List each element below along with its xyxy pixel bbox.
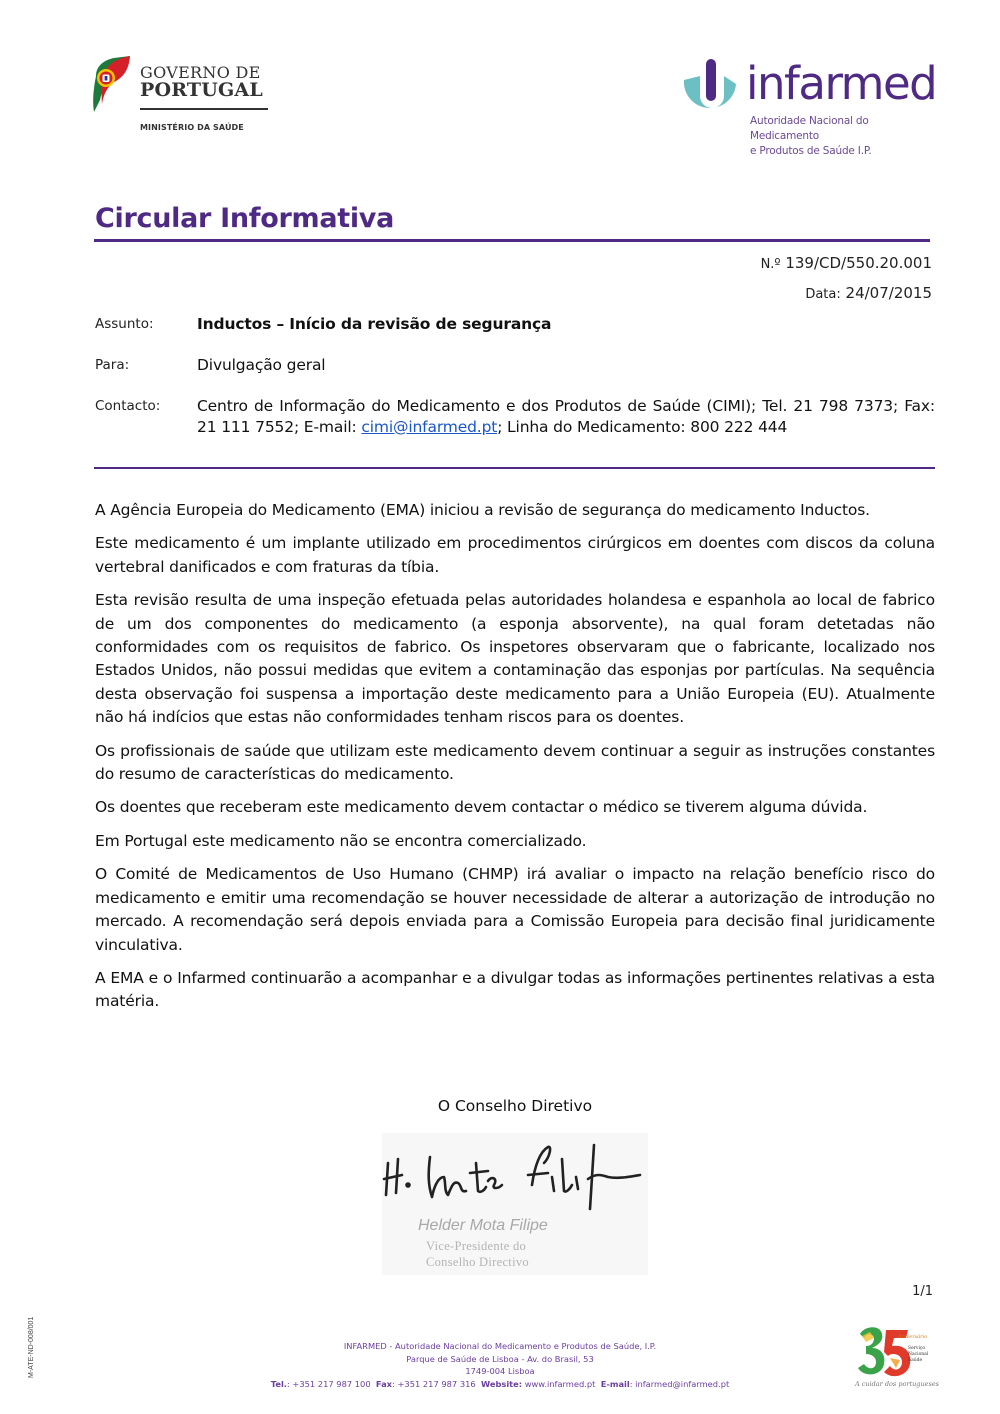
recipient-value: Divulgação geral	[197, 356, 326, 374]
signatory-name: Helder Mota Filipe	[418, 1217, 548, 1234]
anniversary-tagline: A cuidar dos portugueses	[854, 1380, 940, 1388]
footer-tel-label: Tel.	[270, 1378, 287, 1389]
infarmed-wordmark: infarmed	[746, 57, 937, 110]
body-paragraph: Em Portugal este medicamento não se encontra comercializado.	[95, 831, 587, 850]
anniversary-sns-line2: Nacional	[908, 1352, 929, 1357]
document-number-value: 139/CD/550.20.001	[785, 254, 932, 272]
anniversary-sns	[908, 1346, 928, 1364]
footer-email-link[interactable]: : infarmed@infarmed.pt	[629, 1378, 730, 1389]
governo-de-portugal-logo	[92, 56, 272, 138]
signatory-role-line2: Conselho Directivo	[426, 1255, 529, 1269]
document-number	[761, 254, 932, 272]
footer-address	[200, 1340, 800, 1390]
infarmed-logo	[676, 56, 937, 157]
footer-website-label: Website:	[480, 1378, 523, 1389]
footer-contacts	[200, 1378, 800, 1391]
gov-logo-divider	[140, 108, 268, 110]
anniversary-35-icon	[856, 1324, 916, 1380]
contact-label: Contacto:	[95, 398, 161, 414]
anniversary-label: Aniversário	[898, 1334, 928, 1340]
body-paragraph: Este medicamento é um implante utilizado em procedimentos cirúrgicos em doentes com discos da coluna vertebral danificados e com fraturas da tíbia.	[95, 534, 935, 576]
handwritten-signature	[382, 1133, 648, 1213]
footer-line1: INFARMED - Autoridade Nacional do Medicamento e Produtos de Saúde, I.P.	[343, 1341, 657, 1351]
footer-website-link[interactable]: www.infarmed.pt	[522, 1378, 596, 1389]
recipient-label: Para:	[95, 357, 130, 373]
contact-text-before: Centro de Informação do Medicamento e dos Produtos de Saúde (CIMI); Tel. 21 798 7373; Fax: 21 111 7552; E-mail:	[197, 397, 935, 436]
title-divider	[94, 239, 930, 242]
body-paragraph: A EMA e o Infarmed continuarão a acompanhar e a divulgar todas as informações pertinentes relativas a esta matéria.	[95, 968, 935, 1011]
portugal-flag-emblem-icon	[92, 56, 132, 112]
document-number-label: N.º	[760, 257, 781, 272]
body-paragraph: Os profissionais de saúde que utilizam este medicamento devem continuar a seguir as instruções constantes do resumo de características do medicamento.	[95, 741, 935, 784]
anniversary-sns-line3: Saúde	[908, 1358, 923, 1363]
document-title: Circular Informativa	[95, 203, 395, 234]
meta-divider	[94, 467, 935, 469]
footer-tel-value: : +351 217 987 100	[286, 1378, 371, 1389]
gov-logo-line2: PORTUGAL	[140, 79, 263, 101]
page-number: 1/1	[912, 1284, 933, 1299]
gov-logo-line1: GOVERNO DE	[140, 63, 261, 82]
footer-fax-label: Fax	[375, 1378, 393, 1389]
margin-form-code: M-ATE-ND-008/001	[28, 1316, 35, 1378]
infarmed-subtitle	[750, 114, 936, 159]
body-paragraph: O Comité de Medicamentos de Uso Humano (CHMP) irá avaliar o impacto na relação benefício risco do medicamento e emitir uma recomendação se houver necessidade de alterar a autorização de introdução no mercado. A recomendação será depois enviada para a Comissão Europeia para decisão final juridicamente vinculativa.	[95, 865, 935, 954]
signoff: O Conselho Diretivo	[437, 1097, 593, 1115]
document-date-value: 24/07/2015	[845, 284, 932, 302]
infarmed-subtitle-line1: Autoridade Nacional do Medicamento	[750, 115, 869, 142]
contact-text-after: ; Linha do Medicamento: 800 222 444	[497, 417, 788, 436]
footer-email-label: E-mail	[600, 1378, 630, 1389]
contact-email-link[interactable]: cimi@infarmed.pt	[361, 417, 498, 436]
infarmed-power-icon	[676, 56, 740, 122]
signatory-role-line1: Vice-Presidente do	[426, 1239, 527, 1253]
subject-value: Inductos – Início da revisão de segurança	[197, 315, 552, 333]
body-paragraph: Esta revisão resulta de uma inspeção efetuada pelas autoridades holandesa e espanhola ao local de fabrico de um dos componentes do medicamento (a esponja absorvente), na qual foram detetadas não conformidades com os requisitos de fabrico. Os inspetores observaram que o fabricante, localizado nos Estados Unidos, não possui medidas que evitem a contaminação das esponjas por partículas. Na sequência desta observação foi suspensa a importação deste medicamento para a União Europeia (EU). Atualmente não há indícios que estas não conformidades tenham riscos para os doentes.	[95, 591, 935, 727]
body-paragraph: Os doentes que receberam este medicamento devem contactar o médico se tiverem alguma dúvida.	[95, 798, 868, 817]
body-paragraph: A Agência Europeia do Medicamento (EMA) iniciou a revisão de segurança do medicamento Inductos.	[95, 501, 870, 519]
document-date-label: Data:	[805, 287, 841, 302]
document-date	[805, 284, 932, 302]
footer-line2: Parque de Saúde de Lisboa - Av. do Brasil, 53	[406, 1353, 594, 1364]
signature-stamp	[382, 1133, 648, 1275]
document-body	[95, 499, 935, 1024]
footer-fax-value: : +351 217 987 316	[392, 1378, 476, 1389]
infarmed-subtitle-line2: e Produtos de Saúde I.P.	[750, 145, 872, 157]
footer-line3: 1749-004 Lisboa	[465, 1366, 535, 1377]
subject-label: Assunto:	[95, 316, 154, 332]
anniversary-sns-line1: Serviço	[908, 1346, 926, 1351]
anniversary-logo	[852, 1322, 942, 1394]
gov-logo-ministry: MINISTÉRIO DA SAÚDE	[140, 123, 244, 132]
contact-value	[197, 396, 935, 437]
